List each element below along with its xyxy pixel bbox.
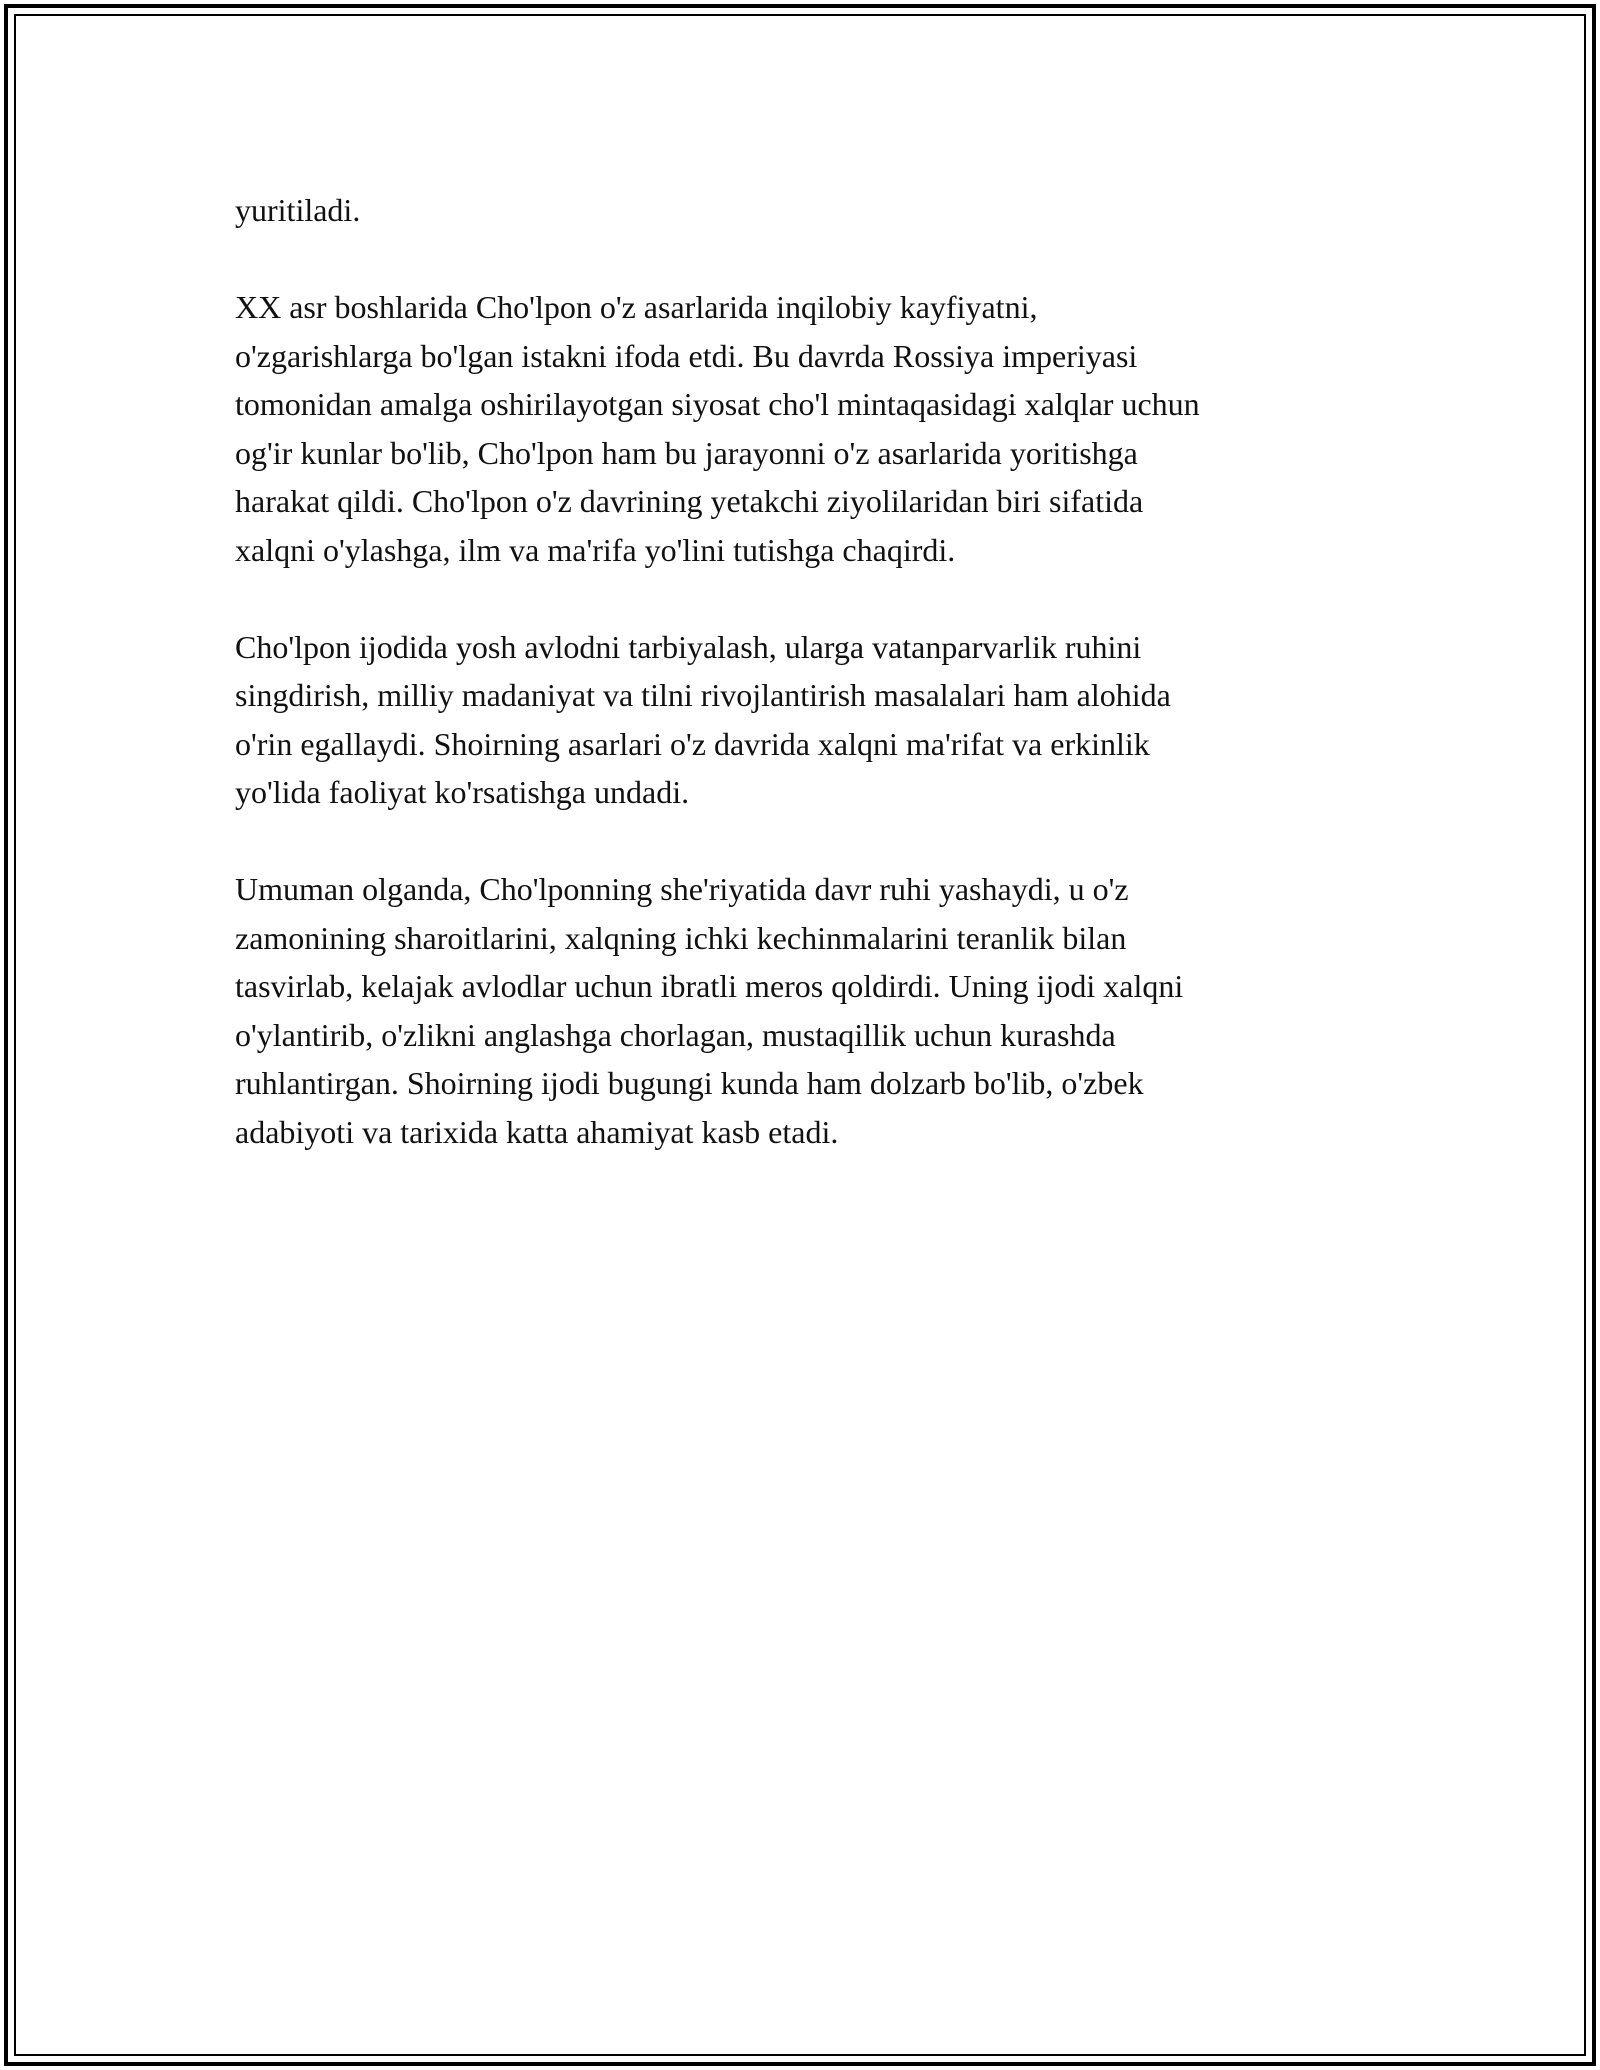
paragraph-continuation: yuritiladi.	[235, 192, 361, 228]
paragraph-revolutionary-mood: XX asr boshlarida Cho'lpon o'z asarlarida inqilobiy kayfiyatni, o'zgarishlarga bo'lgan istakni ifoda etdi. Bu davrda Rossiya imperiyasi tomonidan amalga oshirilayotgan siyosat cho'l mintaqasidagi xalqlar uchun og'ir kunlar bo'lib, Cho'lpon ham bu jarayonni o'z asarlarida yoritishga harakat qildi. Cho'lpon o'z davrining yetakchi ziyolilaridan biri sifatida xalqni o'ylashga, ilm va ma'rifa yo'lini tutishga chaqirdi.	[235, 289, 1200, 568]
paragraph-youth-education: Cho'lpon ijodida yosh avlodni tarbiyalash, ularga vatanparvarlik ruhini singdirish, milliy madaniyat va tilni rivojlantirish masalalari ham alohida o'rin egallaydi. Shoirning asarlari o'z davrida xalqni ma'rifat va erkinlik yo'lida faoliyat ko'rsatishga undadi.	[235, 628, 1171, 810]
document-body	[235, 186, 1365, 1205]
paragraph-conclusion: Umuman olganda, Cho'lponning she'riyatida davr ruhi yashaydi, u o'z zamonining sharoitlarini, xalqning ichki kechinmalarini teranlik bilan tasvirlab, kelajak avlodlar uchun ibratli meros qoldirdi. Uning ijodi xalqni o'ylantirib, o'zlikni anglashga chorlagan, mustaqillik uchun kurashda ruhlantirgan. Shoirning ijodi bugungi kunda ham dolzarb bo'lib, o'zbek adabiyoti va tarixida katta ahamiyat kasb etadi.	[235, 871, 1184, 1150]
